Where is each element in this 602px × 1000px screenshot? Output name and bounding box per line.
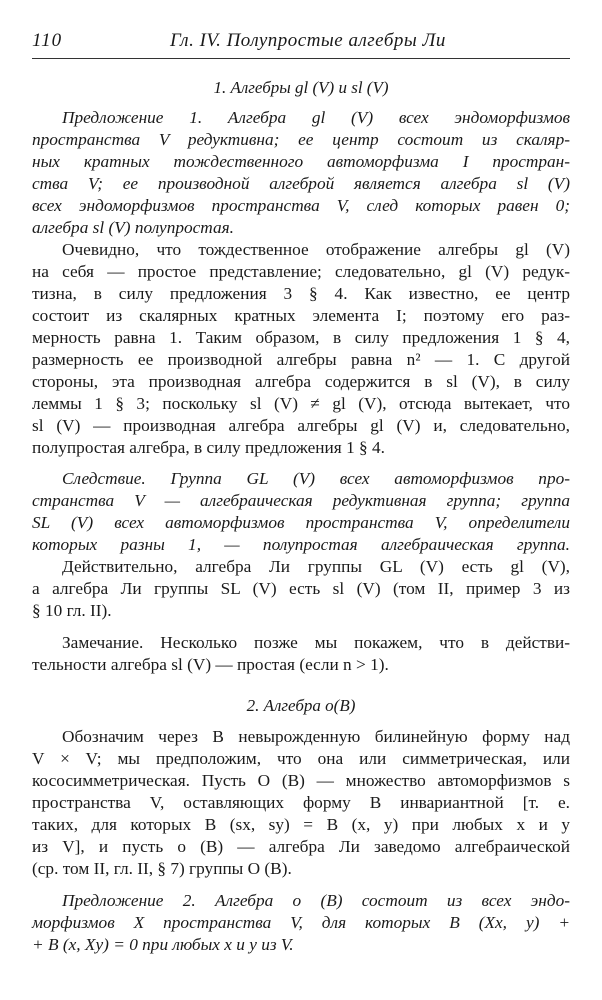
text-line: Предложение 2. Алгебра o (B) состоит из всех эндо-	[62, 891, 570, 910]
text-line: ства V; ее производной алгеброй является алгебра sl (V)	[32, 174, 570, 193]
text-line: § 10 гл. II).	[32, 601, 112, 620]
text-line: полупростая алгебра, в силу предложения 1 § 4.	[32, 438, 385, 457]
running-title: Гл. IV. Полупростые алгебры Ли	[170, 30, 446, 51]
section-heading: 2. Алгебра o(B)	[246, 696, 356, 715]
text-line: всех эндоморфизмов пространства V, след которых равен 0;	[32, 196, 570, 215]
text-line: ных кратных тождественного автоморфизма I простран-	[32, 152, 570, 171]
section-heading: 1. Алгебры gl (V) и sl (V)	[213, 78, 389, 97]
text-line: из V], и пусть o (B) — алгебра Ли заведомо алгебраической	[32, 837, 570, 856]
text-line: пространства V, оставляющих форму B инвариантной [т. е.	[32, 793, 570, 812]
book-page	[32, 0, 570, 1000]
text-line: + B (x, Xy) = 0 при любых x и y из V.	[32, 935, 294, 954]
text-line: а алгебра Ли группы SL (V) есть sl (V) (том II, пример 3 из	[32, 579, 570, 598]
text-line: Замечание. Несколько позже мы покажем, что в действи-	[62, 633, 570, 652]
text-line: SL (V) всех автоморфизмов пространства V, определители	[32, 513, 570, 532]
text-line: леммы 1 § 3; поскольку sl (V) ≠ gl (V), отсюда вытекает, что	[32, 394, 570, 413]
text-line: тизна, в силу предложения 3 § 4. Как известно, ее центр	[32, 284, 570, 303]
text-line: Следствие. Группа GL (V) всех автоморфизмов про-	[62, 469, 570, 488]
text-line: тельности алгебра sl (V) — простая (если n > 1).	[32, 655, 389, 674]
text-line: Очевидно, что тождественное отображение алгебры gl (V)	[62, 240, 570, 259]
text-line: Действительно, алгебра Ли группы GL (V) есть gl (V),	[62, 557, 570, 576]
header-rule	[32, 58, 570, 59]
text-line: таких, для которых B (sx, sy) = B (x, y) при любых x и y	[32, 815, 570, 834]
text-line: Предложение 1. Алгебра gl (V) всех эндоморфизмов	[62, 108, 570, 127]
text-line: (ср. том II, гл. II, § 7) группы O (B).	[32, 859, 292, 878]
text-line: на себя — простое представление; следовательно, gl (V) редук-	[32, 262, 570, 281]
text-line: странства V — алгебраическая редуктивная группа; группа	[32, 491, 570, 510]
text-line: кососимметрическая. Пусть O (B) — множество автоморфизмов s	[32, 771, 570, 790]
text-line: V × V; мы предположим, что она или симметрическая, или	[32, 749, 570, 768]
page-number: 110	[32, 30, 63, 51]
text-line: размерность ее производной алгебры равна n² — 1. С другой	[32, 350, 570, 369]
text-line: Обозначим через B невырожденную билинейную форму над	[62, 727, 570, 746]
text-line: мерность равна 1. Таким образом, в силу предложения 1 § 4,	[32, 328, 570, 347]
text-line: алгебра sl (V) полупростая.	[32, 218, 234, 237]
text-line: sl (V) — производная алгебра алгебры gl (V) и, следовательно,	[32, 416, 570, 435]
text-line: морфизмов X пространства V, для которых B (Xx, y) +	[32, 913, 570, 932]
running-header	[32, 30, 570, 58]
text-line: стороны, эта производная алгебра содержится в sl (V), в силу	[32, 372, 570, 391]
text-line: состоит из скалярных кратных элемента I; поэтому его раз-	[32, 306, 570, 325]
text-line: пространства V редуктивна; ее центр состоит из скаляр-	[32, 130, 570, 149]
text-line: которых разны 1, — полупростая алгебраическая группа.	[32, 535, 570, 554]
